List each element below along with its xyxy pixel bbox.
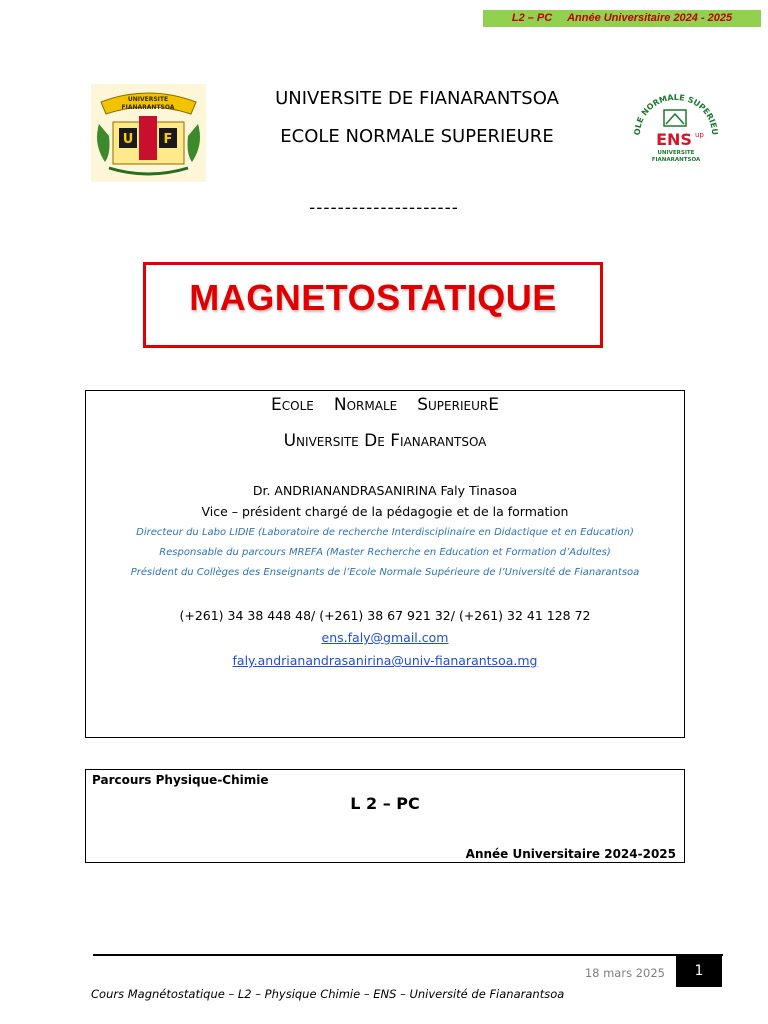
footer-course-title: Cours Magnétostatique – L2 – Physique Chimie – ENS – Université de Fianarantsoa: [91, 987, 565, 1001]
school-name: ECOLE NORMALE SUPERIEURE: [280, 126, 554, 147]
email-1-row: [86, 630, 684, 645]
school-word-2: Normale: [333, 395, 398, 415]
author-role: Vice – président chargé de la pédagogie et de la formation: [201, 504, 569, 519]
footer-date: 18 mars 2025: [584, 966, 665, 980]
separator-line: ---------------------: [309, 198, 459, 218]
email-link-2[interactable]: faly.andrianandrasanirina@univ-fianarantsoa.mg: [232, 653, 538, 668]
academic-year: Année Universitaire 2024-2025: [465, 847, 676, 861]
school-heading: [86, 395, 684, 415]
parcours-label: Parcours Physique-Chimie: [92, 773, 269, 787]
author-title-1: Directeur du Labo LIDIE (Laboratoire de recherche Interdisciplinaire en Didactique et en Education): [136, 527, 634, 538]
author-title-3: Président du Collèges des Enseignants de l’Ecole Normale Supérieure de l’Université de Fianarantsoa: [130, 567, 640, 578]
document-title: MAGNETOSTATIQUE: [189, 277, 557, 318]
author-info-box: [85, 390, 685, 738]
page-number: 1: [676, 956, 722, 987]
school-word-1: Ecole: [271, 395, 314, 415]
title-frame: [143, 262, 603, 348]
svg-text:UNIVERSITE: UNIVERSITE: [127, 96, 169, 103]
svg-text:U: U: [122, 132, 134, 147]
svg-text:UNIVERSITE: UNIVERSITE: [657, 150, 695, 156]
svg-text:ECOLE NORMALE SUPERIEURE: OLE NORMALE SUPERIEU: [632, 92, 720, 136]
school-word-3: SuperieurE: [417, 395, 499, 415]
author-name: Dr. ANDRIANANDRASANIRINA Faly Tinasoa: [252, 483, 518, 498]
university-heading: Universite De Fianarantsoa: [283, 431, 487, 451]
svg-text:FIANARANTSOA: FIANARANTSOA: [651, 157, 701, 163]
svg-text:ENS: ENS: [656, 130, 692, 149]
email-link-1[interactable]: ens.faly@gmail.com: [321, 630, 449, 645]
svg-text:up: up: [695, 131, 704, 139]
svg-text:F: F: [163, 132, 173, 147]
svg-text:FIANARANTSOA: FIANARANTSOA: [121, 104, 175, 111]
level-label: L 2 – PC: [350, 794, 420, 813]
footer-divider: [93, 954, 723, 956]
parcours-box: [85, 769, 685, 863]
university-name: UNIVERSITE DE FIANARANTSOA: [275, 88, 559, 109]
email-2-row: [86, 653, 684, 668]
phone-numbers: (+261) 34 38 448 48/ (+261) 38 67 921 32/ (+261) 32 41 128 72: [179, 608, 591, 623]
author-title-2: Responsable du parcours MREFA (Master Recherche en Education et Formation d’Adultes): [159, 547, 611, 558]
header-course-tag: L2 – PC Année Universitaire 2024 - 2025: [483, 10, 761, 27]
